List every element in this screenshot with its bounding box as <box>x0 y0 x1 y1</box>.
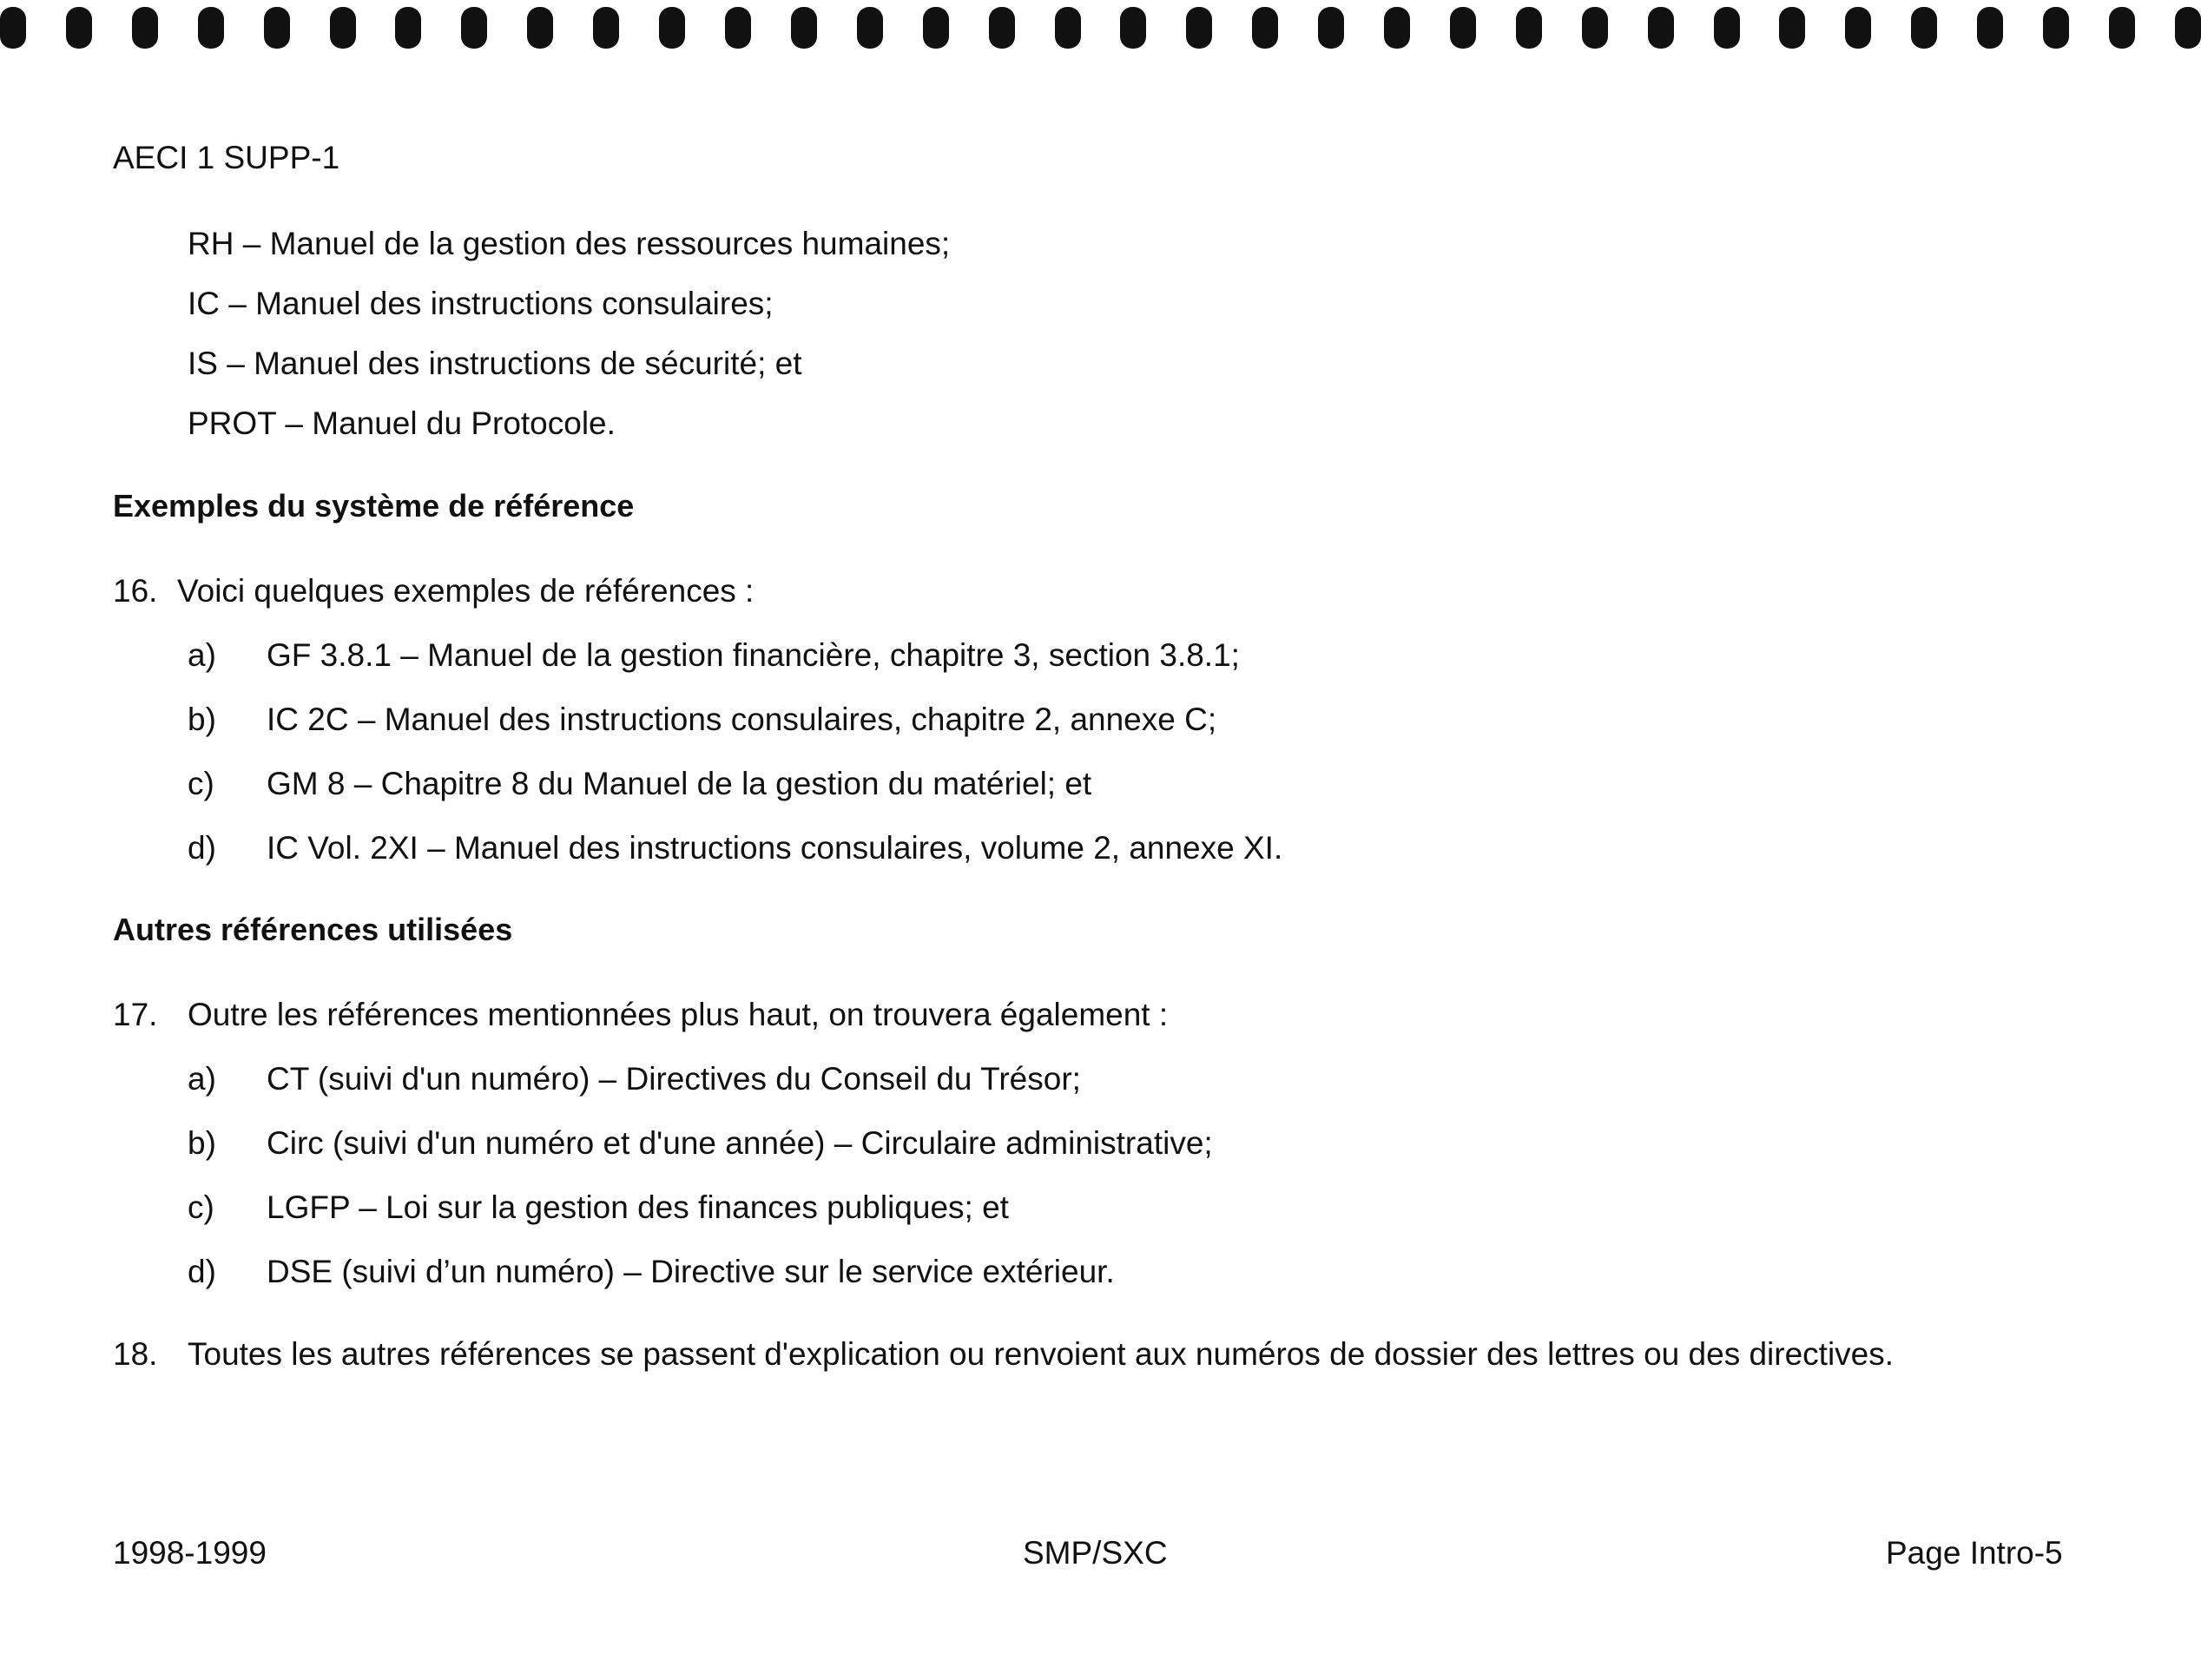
binding-hole <box>593 7 619 49</box>
binding-hole <box>1384 7 1410 49</box>
list-item-text: IC 2C – Manuel des instructions consulaires, chapitre 2, annexe C; <box>267 702 1217 737</box>
binding-hole <box>1911 7 1937 49</box>
list-item-label: d) <box>188 1254 216 1289</box>
binding-hole <box>66 7 92 49</box>
paragraph-text: Toutes les autres références se passent d'explication ou renvoient aux numéros de dossier des lettres ou des directives. <box>188 1336 1895 1372</box>
list-item-label: a) <box>188 1061 216 1097</box>
list-item-text: LGFP – Loi sur la gestion des finances publiques; et <box>267 1189 1009 1225</box>
binding-hole <box>264 7 290 49</box>
binding-hole <box>395 7 421 49</box>
binding-holes <box>0 0 2201 52</box>
binding-hole <box>1845 7 1871 49</box>
binding-hole <box>1450 7 1476 49</box>
manual-list-item: IS – Manuel des instructions de sécurité; et <box>188 346 802 381</box>
binding-hole <box>461 7 487 49</box>
list-item-label: b) <box>188 702 216 737</box>
binding-hole <box>527 7 553 49</box>
binding-hole <box>725 7 751 49</box>
binding-hole <box>989 7 1015 49</box>
binding-hole <box>198 7 224 49</box>
footer-org: SMP/SXC <box>1023 1535 1168 1571</box>
list-item-text: Circ (suivi d'un numéro et d'une année) – Circulaire administrative; <box>267 1125 1213 1161</box>
paragraph-number: 16. <box>113 573 158 609</box>
binding-hole <box>791 7 817 49</box>
binding-hole <box>2043 7 2069 49</box>
list-item-text: IC Vol. 2XI – Manuel des instructions consulaires, volume 2, annexe XI. <box>267 830 1283 866</box>
binding-hole <box>1582 7 1608 49</box>
footer-date: 1998-1999 <box>113 1535 267 1571</box>
footer-page-number: Page Intro-5 <box>1886 1535 2063 1571</box>
section-heading: Autres références utilisées <box>113 912 513 947</box>
list-item-text: GF 3.8.1 – Manuel de la gestion financière, chapitre 3, section 3.8.1; <box>267 637 1240 673</box>
binding-hole <box>1055 7 1081 49</box>
binding-hole <box>857 7 883 49</box>
manual-list-item: IC – Manuel des instructions consulaires; <box>188 286 774 321</box>
list-item-text: GM 8 – Chapitre 8 du Manuel de la gestion du matériel; et <box>267 766 1092 801</box>
list-item-label: b) <box>188 1125 216 1161</box>
list-item-label: c) <box>188 766 214 801</box>
binding-hole <box>132 7 158 49</box>
binding-hole <box>2175 7 2201 49</box>
list-item-label: c) <box>188 1189 214 1225</box>
paragraph-number: 18. <box>113 1336 158 1372</box>
paragraph-text: Outre les références mentionnées plus haut, on trouvera également : <box>188 997 1169 1032</box>
binding-hole <box>1714 7 1740 49</box>
list-item-text: CT (suivi d'un numéro) – Directives du Conseil du Trésor; <box>267 1061 1081 1097</box>
paragraph-number: 17. <box>113 997 158 1032</box>
manual-list-item: PROT – Manuel du Protocole. <box>188 405 616 441</box>
binding-hole <box>1977 7 2003 49</box>
binding-hole <box>659 7 685 49</box>
paragraph-text: Voici quelques exemples de références : <box>177 573 755 609</box>
document-id: AECI 1 SUPP-1 <box>113 140 340 175</box>
section-heading: Exemples du système de référence <box>113 488 635 524</box>
binding-hole <box>330 7 356 49</box>
manual-list-item: RH – Manuel de la gestion des ressources humaines; <box>188 226 951 261</box>
binding-hole <box>1252 7 1278 49</box>
binding-hole <box>1120 7 1146 49</box>
binding-hole <box>1779 7 1805 49</box>
list-item-label: d) <box>188 830 216 866</box>
binding-hole <box>0 7 26 49</box>
binding-hole <box>923 7 949 49</box>
binding-hole <box>1516 7 1542 49</box>
list-item-text: DSE (suivi d’un numéro) – Directive sur le service extérieur. <box>267 1254 1115 1289</box>
binding-hole <box>2109 7 2135 49</box>
binding-hole <box>1318 7 1344 49</box>
list-item-label: a) <box>188 637 216 673</box>
binding-hole <box>1648 7 1674 49</box>
binding-hole <box>1186 7 1212 49</box>
